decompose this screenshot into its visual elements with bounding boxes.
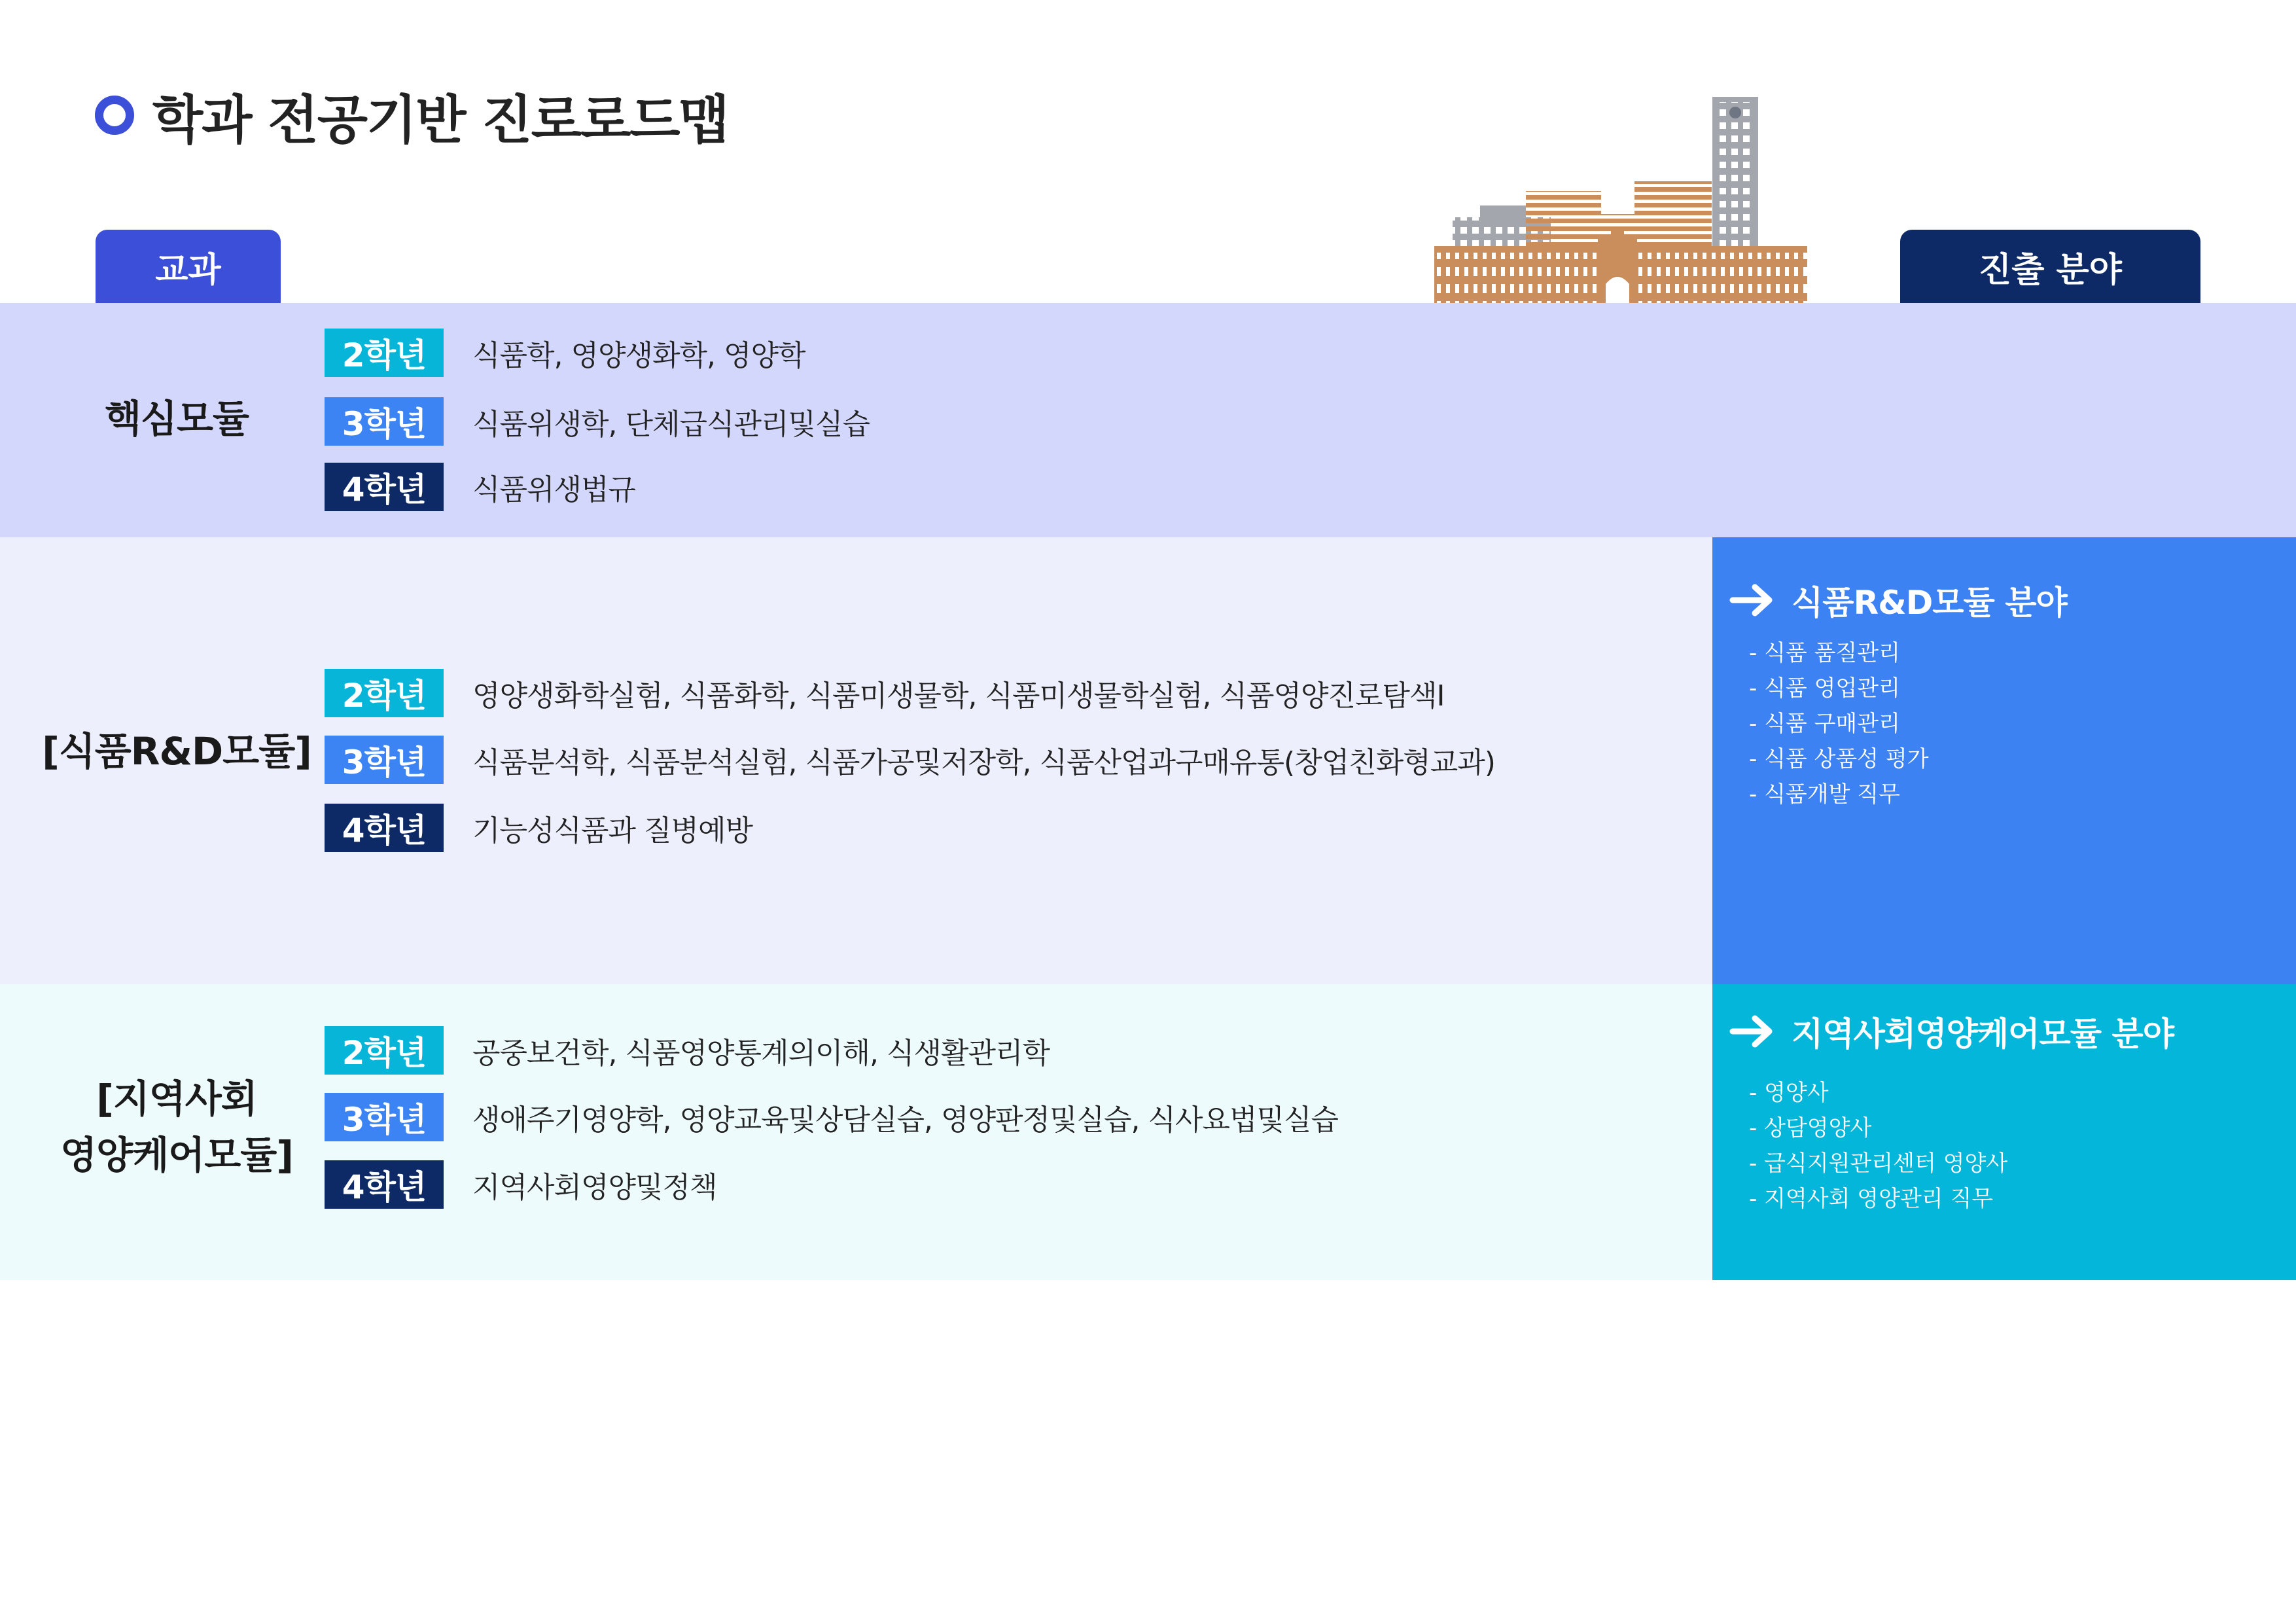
career-list [1749, 635, 1929, 812]
arrow-right-icon [1729, 582, 1776, 618]
campus-buildings-illustration [1434, 93, 1807, 304]
course-list: 기능성식품과 질병예방 [472, 814, 753, 847]
course-list: 생애주기영양학, 영양교육및상담실습, 영양판정및실습, 식사요법및실습 [472, 1103, 1339, 1137]
career-item: - 영양사 [1749, 1080, 1829, 1106]
career-item: - 상담영양사 [1749, 1115, 1872, 1141]
grade-badge-3: 3학년 [325, 1093, 444, 1141]
career-item: - 식품 영업관리 [1749, 675, 1900, 702]
grade-badge-3: 3학년 [325, 736, 444, 784]
course-list: 식품분석학, 식품분석실험, 식품가공및저장학, 식품산업과구매유통(창업친화형교과) [472, 746, 1495, 779]
module-label-core: 핵심모듈 [104, 397, 249, 441]
grade-badge-2: 2학년 [325, 669, 444, 717]
course-list: 식품위생학, 단체급식관리및실습 [472, 408, 870, 441]
grade-badge-3: 3학년 [325, 397, 444, 446]
page-header [95, 84, 728, 151]
career-item: - 식품 구매관리 [1749, 711, 1900, 737]
course-list: 영양생화학실험, 식품화학, 식품미생물학, 식품미생물학실험, 식품영양진로탐색I [472, 679, 1445, 713]
module-label-care: [지역사회 영양케어모듈] [60, 1077, 293, 1177]
career-panel-rnd [1712, 537, 2296, 984]
career-item: - 식품 품질관리 [1749, 640, 1900, 666]
career-list [1749, 1075, 2007, 1217]
career-item: - 식품 상품성 평가 [1749, 746, 1929, 772]
grade-badge-2: 2학년 [325, 1026, 444, 1075]
career-heading: 식품R&D모듈 분야 [1729, 574, 2067, 626]
course-list: 식품학, 영양생화학, 영양학 [472, 339, 805, 372]
grade-badge-4: 4학년 [325, 1160, 444, 1209]
course-list: 지역사회영양및정책 [472, 1171, 717, 1204]
course-list: 식품위생법규 [472, 473, 636, 507]
grade-badge-4: 4학년 [325, 463, 444, 511]
module-label-rnd: [식품R&D모듈] [42, 729, 311, 774]
career-item: - 급식지원관리센터 영양사 [1749, 1150, 2008, 1177]
career-item: - 식품개발 직무 [1749, 781, 1900, 808]
course-list: 공중보건학, 식품영양통계의이해, 식생활관리학 [472, 1037, 1050, 1070]
arrow-right-icon [1729, 1013, 1776, 1050]
page-title: 학과 전공기반 진로로드맵 [152, 89, 728, 151]
subjects-tab: 교과 [96, 230, 281, 304]
career-panel-care [1712, 984, 2296, 1280]
ring-bullet-icon [95, 96, 134, 135]
career-fields-tab: 진출 분야 [1900, 230, 2200, 304]
grade-badge-4: 4학년 [325, 804, 444, 852]
grade-badge-2: 2학년 [325, 329, 444, 377]
career-heading: 지역사회영양케어모듈 분야 [1729, 1005, 2174, 1058]
career-item: - 지역사회 영양관리 직무 [1749, 1186, 1994, 1212]
